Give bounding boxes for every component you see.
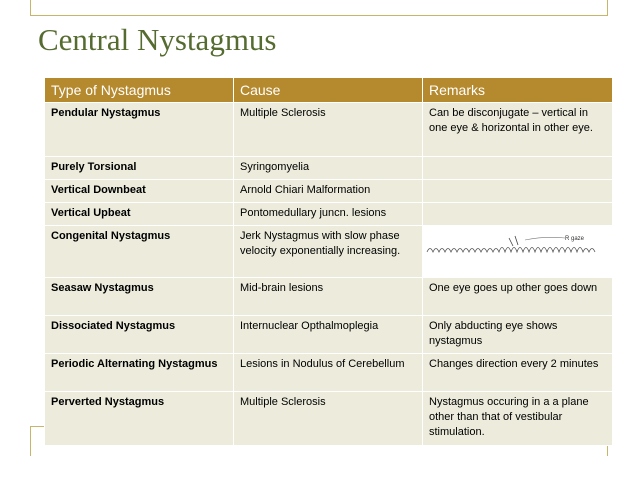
table-row — [45, 203, 613, 226]
table-row — [45, 103, 613, 157]
table-row — [45, 226, 613, 278]
remarks-cell: Can be disconjugate – vertical in one eye & horizontal in other eye. — [423, 103, 613, 157]
frame-right-top-rule — [607, 0, 608, 15]
table-row — [45, 316, 613, 354]
remarks-cell — [423, 157, 613, 180]
remarks-cell: Changes direction every 2 minutes — [423, 354, 613, 392]
type-cell: Vertical Downbeat — [45, 180, 234, 203]
table-row — [45, 354, 613, 392]
type-cell: Perverted Nystagmus — [45, 392, 234, 446]
frame-left-top-rule — [30, 0, 31, 15]
cause-cell: Arnold Chiari Malformation — [234, 180, 423, 203]
remarks-cell: One eye goes up other goes down — [423, 278, 613, 316]
header-type: Type of Nystagmus — [45, 78, 234, 103]
table-row — [45, 157, 613, 180]
slide-title: Central Nystagmus — [38, 22, 277, 57]
type-cell: Dissociated Nystagmus — [45, 316, 234, 354]
type-cell: Congenital Nystagmus — [45, 226, 234, 278]
cause-cell: Multiple Sclerosis — [234, 103, 423, 157]
remarks-cell: Only abducting eye shows nystagmus — [423, 316, 613, 354]
type-cell: Vertical Upbeat — [45, 203, 234, 226]
type-cell: Periodic Alternating Nystagmus — [45, 354, 234, 392]
table-row — [45, 180, 613, 203]
type-cell: Seasaw Nystagmus — [45, 278, 234, 316]
table-row — [45, 278, 613, 316]
cause-cell: Pontomedullary juncn. lesions — [234, 203, 423, 226]
cause-cell: Multiple Sclerosis — [234, 392, 423, 446]
type-cell: Purely Torsional — [45, 157, 234, 180]
cause-cell: Jerk Nystagmus with slow phase velocity exponentially increasing. — [234, 226, 423, 278]
waveform-label: R gaze — [565, 236, 585, 242]
frame-top-rule — [30, 15, 608, 16]
cause-cell: Mid-brain lesions — [234, 278, 423, 316]
frame-left-bottom-rule — [30, 426, 31, 456]
header-cause: Cause — [234, 78, 423, 103]
nystagmus-waveform-image — [425, 228, 609, 268]
remarks-cell — [423, 180, 613, 203]
remarks-cell — [423, 203, 613, 226]
type-cell: Pendular Nystagmus — [45, 103, 234, 157]
waveform-cell — [423, 226, 613, 278]
table-row — [45, 392, 613, 446]
header-remarks: Remarks — [423, 78, 613, 103]
cause-cell: Internuclear Opthalmoplegia — [234, 316, 423, 354]
cause-cell: Syringomyelia — [234, 157, 423, 180]
nystagmus-table — [44, 77, 613, 446]
remarks-cell: Nystagmus occuring in a a plane other than that of vestibular stimulation. — [423, 392, 613, 446]
cause-cell: Lesions in Nodulus of Cerebellum — [234, 354, 423, 392]
table-header-row — [45, 78, 613, 103]
